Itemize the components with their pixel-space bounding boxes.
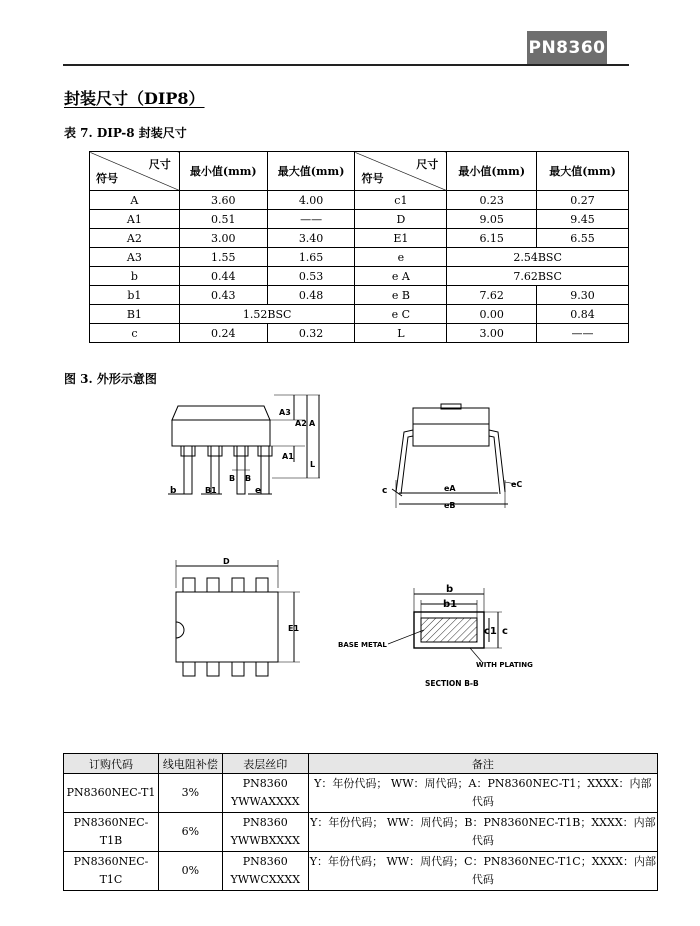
label-e: e [255,486,262,496]
header-dim-label: 尺寸 [416,158,439,171]
cell-min: 0.51 [179,210,267,229]
figure-caption: 图 3. 外形示意图 [64,372,157,386]
cell-min: 3.00 [179,229,267,248]
cell-min: 0.00 [447,305,537,324]
label-d: D [223,557,230,566]
ordering-table [63,753,658,891]
label-c: c [382,486,388,496]
marking-line-2: YWWAXXXX [230,795,300,808]
cell-marking [222,813,308,852]
cell-max: —— [537,324,629,343]
cell-max: 4.00 [267,191,355,210]
cell-sym: D [355,210,447,229]
label-ec: eC [511,480,523,489]
cell-max: 9.45 [537,210,629,229]
header-compensation: 线电阻补偿 [158,754,222,774]
cell-max: 0.48 [267,286,355,305]
label-base-metal: BASE METAL [338,641,387,649]
cell-sym: e B [355,286,447,305]
part-number-badge: PN8360 [527,31,607,64]
cell-max: 0.32 [267,324,355,343]
cell-sym: e C [355,305,447,324]
label-l: L [310,460,316,469]
cell-marking [222,852,308,891]
header-max: 最大值(mm) [267,152,355,191]
cell-sym: B1 [90,305,180,324]
label-ea: eA [444,484,456,493]
cell-sym: c [90,324,180,343]
section-title: 封装尺寸（DIP8） [64,89,205,108]
label-e1: E1 [288,624,300,633]
cell-max: —— [267,210,355,229]
label-b1-upper: B1 [205,486,217,495]
marking-line-1: PN8360 [242,855,288,868]
header-sym-label: 符号 [96,172,118,185]
label-a: A [309,419,316,428]
cell-marking [222,774,308,813]
label-section-b: b [446,584,454,595]
table-row [64,852,658,891]
cell-max: 9.30 [537,286,629,305]
cell-max: 1.65 [267,248,355,267]
cell-sym: b [90,267,180,286]
cell-note: Y：年份代码； WW：周代码；A：PN8360NEC-T1；XXXX：内部代码 [308,774,657,813]
label-a2: A2 [295,419,307,428]
cell-min: 0.43 [179,286,267,305]
label-section-b1: b1 [443,599,458,610]
cell-sym: e A [355,267,447,286]
cell-min: 3.60 [179,191,267,210]
header-order-code: 订购代码 [64,754,159,774]
header-marking: 表层丝印 [222,754,308,774]
cell-min: 7.62 [447,286,537,305]
cell-max: 6.55 [537,229,629,248]
cell-min: 6.15 [447,229,537,248]
label-b: b [170,486,177,496]
cell-min: 0.23 [447,191,537,210]
label-with-plating: WITH PLATING [476,661,533,669]
label-a1: A1 [282,452,294,461]
cell-merged: 2.54BSC [447,248,629,267]
cell-sym: A2 [90,229,180,248]
label-section-c: c [502,626,508,637]
cell-sym: A3 [90,248,180,267]
cell-order-code: PN8360NEC-T1B [64,813,159,852]
header-min: 最小值(mm) [447,152,537,191]
marking-line-2: YWWCXXXX [230,873,301,886]
header-max: 最大值(mm) [537,152,629,191]
cell-min: 3.00 [447,324,537,343]
cell-sym: b1 [90,286,180,305]
marking-line-2: YWWBXXXX [230,834,300,847]
cell-min: 1.55 [179,248,267,267]
label-b-left: B [229,474,236,483]
cell-merged: 1.52BSC [179,305,355,324]
header-note: 备注 [308,754,657,774]
cell-note: Y：年份代码； WW：周代码；C：PN8360NEC-T1C；XXXX：内部代码 [308,852,657,891]
header-min: 最小值(mm) [179,152,267,191]
cell-max: 0.27 [537,191,629,210]
marking-line-1: PN8360 [242,816,288,829]
cell-compensation: 0% [158,852,222,891]
front-view-drawing [168,395,320,494]
label-section-bb: SECTION B-B [425,679,479,688]
header-sym-label: 符号 [361,172,384,185]
marking-line-1: PN8360 [242,777,288,790]
cell-max: 0.53 [267,267,355,286]
cell-sym: L [355,324,447,343]
label-b-right: B [245,474,252,483]
cell-sym: A [90,191,180,210]
cell-order-code: PN8360NEC-T1 [64,774,159,813]
cell-sym: e [355,248,447,267]
ordering-table-header [64,754,658,774]
table-row [64,813,658,852]
cell-sym: E1 [355,229,447,248]
cell-max: 3.40 [267,229,355,248]
cell-note: Y：年份代码； WW：周代码；B：PN8360NEC-T1B；XXXX：内部代码 [308,813,657,852]
table-caption: 表 7. DIP-8 封装尺寸 [64,126,187,140]
cell-min: 0.24 [179,324,267,343]
cell-sym: c1 [355,191,447,210]
cell-min: 0.44 [179,267,267,286]
cell-max: 0.84 [537,305,629,324]
cell-compensation: 6% [158,813,222,852]
cell-min: 9.05 [447,210,537,229]
cell-compensation: 3% [158,774,222,813]
table-row [64,774,658,813]
cell-order-code: PN8360NEC-T1C [64,852,159,891]
cell-sym: A1 [90,210,180,229]
label-eb: eB [444,501,456,510]
label-a3: A3 [279,408,291,417]
cell-merged: 7.62BSC [447,267,629,286]
top-view-drawing [176,560,300,676]
header-dim-label: 尺寸 [148,158,171,171]
label-section-c1: c1 [484,626,497,637]
